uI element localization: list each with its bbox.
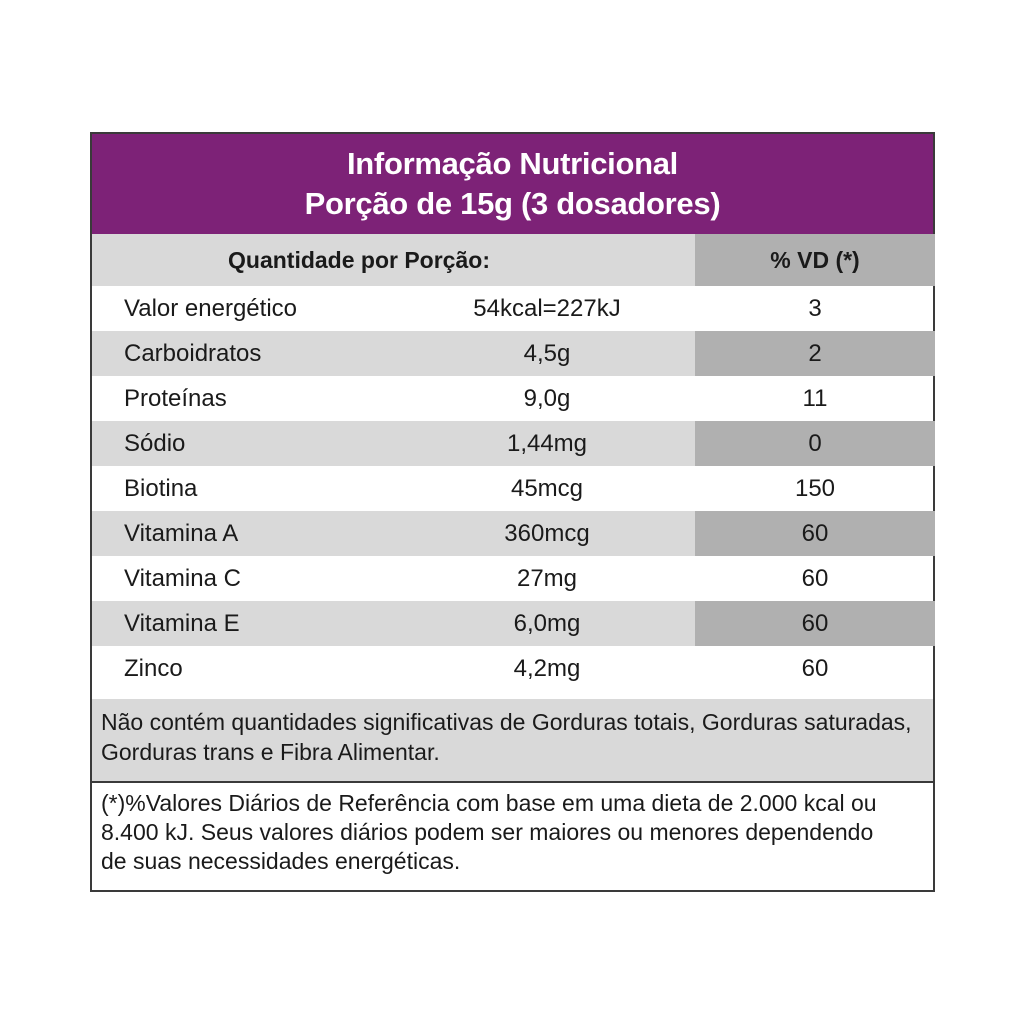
nutrient-name: Zinco — [124, 655, 183, 682]
table-row — [92, 646, 933, 691]
not-significant-line: Não contém quantidades significativas de Gorduras totais, Gorduras saturadas, — [101, 709, 912, 735]
nutrient-vd: 0 — [695, 421, 935, 466]
nutrient-name: Vitamina C — [124, 565, 241, 592]
nutrient-quantity: 9,0g — [523, 385, 571, 412]
nutrient-rows — [92, 286, 933, 691]
nutrient-name: Biotina — [124, 475, 198, 502]
divider — [92, 781, 933, 783]
nutrient-quantity: 1,44mg — [506, 430, 588, 457]
nutrient-name: Proteínas — [124, 385, 227, 412]
nutrition-facts-panel — [90, 132, 935, 892]
table-row — [92, 421, 933, 466]
nutrient-quantity: 4,5g — [523, 340, 571, 367]
column-header-row — [92, 234, 933, 286]
table-row — [92, 286, 933, 331]
nutrient-vd: 60 — [695, 601, 935, 646]
table-row — [92, 331, 933, 376]
nutrient-vd: 60 — [801, 565, 829, 592]
nutrition-title: Informação Nutricional — [346, 146, 678, 181]
nutrient-vd: 2 — [695, 331, 935, 376]
nutrient-vd: 60 — [695, 511, 935, 556]
nutrient-name: Sódio — [124, 430, 186, 457]
nutrient-name: Vitamina A — [124, 520, 239, 547]
quantity-column-header: Quantidade por Porção: — [228, 247, 490, 273]
table-row — [92, 511, 933, 556]
nutrient-quantity: 45mcg — [510, 475, 584, 502]
nutrient-quantity: 4,2mg — [513, 655, 581, 682]
nutrient-vd: 150 — [794, 475, 836, 502]
footnote-line: de suas necessidades energéticas. — [101, 848, 461, 874]
vd-column-header: % VD (*) — [770, 247, 860, 273]
daily-values-footnote — [92, 789, 933, 876]
nutrient-name: Valor energético — [124, 295, 297, 322]
nutrient-quantity: 360mcg — [504, 520, 590, 547]
table-row — [92, 556, 933, 601]
table-row — [92, 601, 933, 646]
footnote-line: 8.400 kJ. Seus valores diários podem ser maiores ou menores dependendo — [101, 819, 874, 845]
nutrient-quantity: 27mg — [516, 565, 578, 592]
nutrient-quantity: 54kcal=227kJ — [473, 295, 621, 322]
nutrient-name: Carboidratos — [124, 340, 262, 367]
serving-size: Porção de 15g (3 dosadores) — [304, 186, 721, 221]
nutrient-name: Vitamina E — [124, 610, 240, 637]
table-row — [92, 376, 933, 421]
nutrient-vd: 11 — [802, 385, 828, 412]
table-row — [92, 466, 933, 511]
nutrient-quantity: 6,0mg — [513, 610, 581, 637]
nutrient-vd: 3 — [808, 295, 822, 322]
footnote-line: (*)%Valores Diários de Referência com base em uma dieta de 2.000 kcal ou — [101, 790, 877, 816]
nutrient-vd: 60 — [801, 655, 829, 682]
not-significant-note — [92, 699, 933, 781]
nutrition-header — [92, 134, 933, 234]
not-significant-line: Gorduras trans e Fibra Alimentar. — [101, 739, 440, 765]
